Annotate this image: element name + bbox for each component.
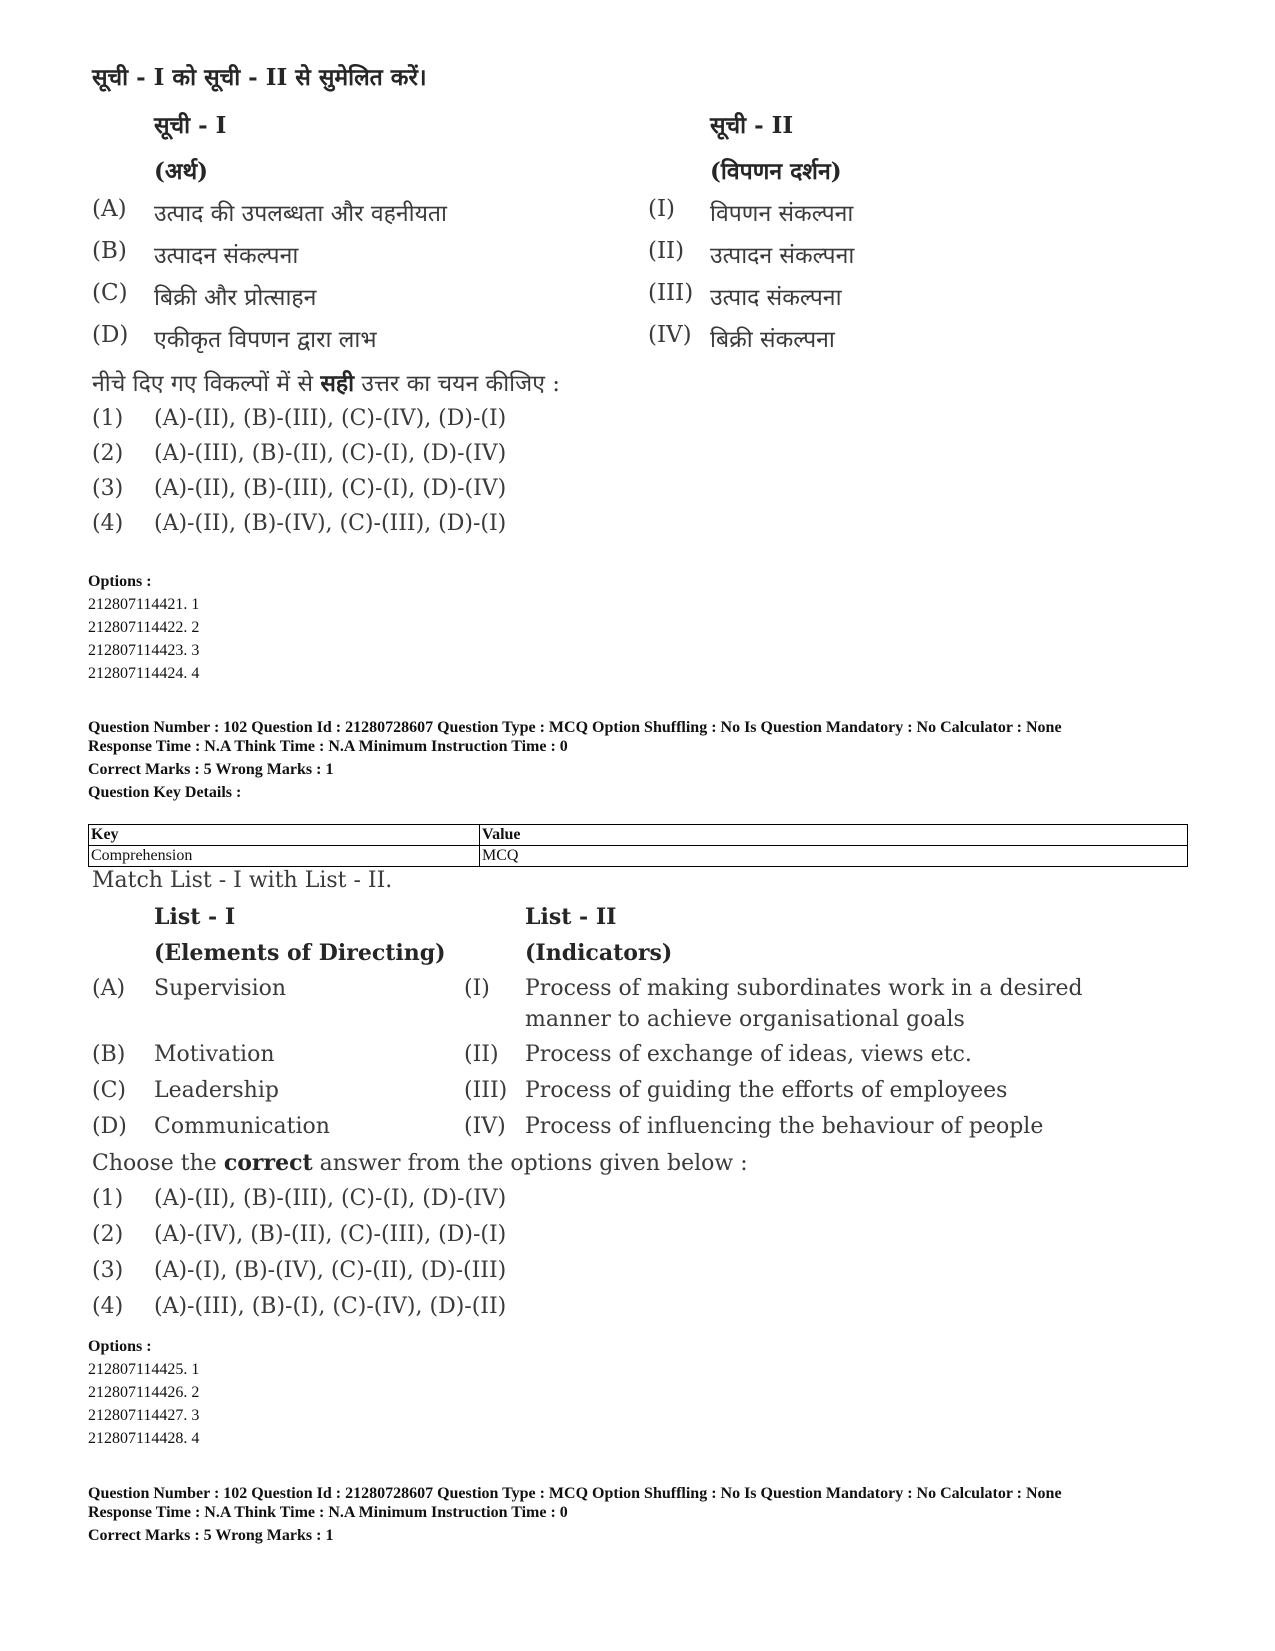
- marks-line: Correct Marks : 5 Wrong Marks : 1: [88, 1527, 334, 1544]
- list-item-text: Process of influencing the behaviour of people: [525, 1114, 1044, 1139]
- table-row: [89, 846, 1188, 867]
- list-item-label: (II): [648, 238, 685, 264]
- list-item-text: उत्पाद संकल्पना: [710, 285, 842, 311]
- marks-line: Correct Marks : 5 Wrong Marks : 1: [88, 761, 334, 778]
- list-item-label: (D): [92, 1114, 127, 1139]
- question-meta-line: Response Time : N.A Think Time : N.A Minimum Instruction Time : 0: [88, 1504, 568, 1521]
- answer-number: (3): [92, 476, 124, 501]
- options-heading: Options :: [88, 1338, 152, 1355]
- answer-number: (3): [92, 1258, 124, 1283]
- list-item-text: बिक्री और प्रोत्साहन: [154, 285, 317, 311]
- list-item-label: (III): [648, 280, 694, 306]
- list-item-text: उत्पादन संकल्पना: [710, 243, 855, 269]
- options-heading: Options :: [88, 573, 152, 590]
- question-meta-line: Response Time : N.A Think Time : N.A Minimum Instruction Time : 0: [88, 738, 568, 755]
- hindi-list2-subtitle: (विपणन दर्शन): [710, 158, 842, 185]
- answer-number: (2): [92, 441, 124, 466]
- list-item-text: उत्पादन संकल्पना: [154, 243, 299, 269]
- option-item: 212807114424. 4: [88, 665, 200, 682]
- list-item-label: (C): [92, 280, 128, 306]
- list-item-label: (A): [92, 976, 126, 1001]
- hindi-list1-subtitle: (अर्थ): [154, 158, 209, 185]
- answer-text: (A)-(III), (B)-(I), (C)-(IV), (D)-(II): [154, 1294, 507, 1319]
- list-item-text: Communication: [154, 1114, 330, 1139]
- english-list2-subtitle: (Indicators): [525, 940, 673, 966]
- list-item-label: (B): [92, 238, 127, 264]
- list-item-label: (C): [92, 1078, 126, 1103]
- list-item-text: विपणन संकल्पना: [710, 201, 854, 227]
- option-item: 212807114428. 4: [88, 1430, 200, 1447]
- answer-number: (2): [92, 1222, 124, 1247]
- table-cell: MCQ: [480, 846, 1188, 867]
- english-instruction: Match List - I with List - II.: [92, 868, 393, 893]
- table-header-cell: Key: [89, 825, 480, 846]
- list-item-text: Process of making subordinates work in a desired: [525, 976, 1083, 1001]
- answer-number: (4): [92, 511, 124, 536]
- list-item-label: (II): [464, 1042, 499, 1067]
- answer-number: (4): [92, 1294, 124, 1319]
- list-item-label: (I): [464, 976, 490, 1001]
- question-key-heading: Question Key Details :: [88, 784, 242, 801]
- hindi-choose-instruction: नीचे दिए गए विकल्पों में से सही उत्तर का चयन कीजिए :: [92, 370, 560, 397]
- list-item-label: (IV): [464, 1114, 506, 1139]
- table-cell: Comprehension: [89, 846, 480, 867]
- list-item-label: (B): [92, 1042, 126, 1067]
- answer-text: (A)-(III), (B)-(II), (C)-(I), (D)-(IV): [154, 441, 507, 466]
- english-choose-instruction: Choose the correct answer from the options given below :: [92, 1150, 748, 1176]
- option-item: 212807114423. 3: [88, 642, 200, 659]
- question-key-table: [88, 824, 1188, 867]
- list-item-label: (III): [464, 1078, 508, 1103]
- list-item-label: (IV): [648, 322, 692, 348]
- english-list1-subtitle: (Elements of Directing): [154, 940, 446, 966]
- table-header-cell: Value: [480, 825, 1188, 846]
- option-item: 212807114426. 2: [88, 1384, 200, 1401]
- list-item-text: Motivation: [154, 1042, 275, 1067]
- list-item-label: (A): [92, 196, 127, 222]
- list-item-text: Process of guiding the efforts of employees: [525, 1078, 1008, 1103]
- list-item-text: Process of exchange of ideas, views etc.: [525, 1042, 972, 1067]
- answer-text: (A)-(IV), (B)-(II), (C)-(III), (D)-(I): [154, 1222, 507, 1247]
- answer-text: (A)-(II), (B)-(IV), (C)-(III), (D)-(I): [154, 511, 507, 536]
- list-item-text: उत्पाद की उपलब्धता और वहनीयता: [154, 201, 447, 227]
- list-item-label: (I): [648, 196, 676, 222]
- hindi-list1-title: सूची - I: [154, 112, 227, 139]
- english-list2-title: List - II: [525, 904, 617, 930]
- english-list1-title: List - I: [154, 904, 236, 930]
- table-row: [89, 825, 1188, 846]
- answer-number: (1): [92, 406, 124, 431]
- answer-text: (A)-(II), (B)-(III), (C)-(I), (D)-(IV): [154, 476, 507, 501]
- list-item-text: Supervision: [154, 976, 287, 1001]
- answer-text: (A)-(II), (B)-(III), (C)-(I), (D)-(IV): [154, 1186, 507, 1211]
- list-item-text-continued: manner to achieve organisational goals: [525, 1007, 965, 1032]
- option-item: 212807114425. 1: [88, 1361, 200, 1378]
- question-meta-line: Question Number : 102 Question Id : 21280728607 Question Type : MCQ Option Shuffling : No Is Question Mandatory : No Calculator : None: [88, 719, 1062, 736]
- list-item-text: बिक्री संकल्पना: [710, 327, 835, 353]
- option-item: 212807114427. 3: [88, 1407, 200, 1424]
- hindi-instruction: सूची - I को सूची - II से सुमेलित करें।: [92, 64, 427, 91]
- answer-number: (1): [92, 1186, 124, 1211]
- option-item: 212807114421. 1: [88, 596, 200, 613]
- answer-text: (A)-(I), (B)-(IV), (C)-(II), (D)-(III): [154, 1258, 507, 1283]
- list-item-text: एकीकृत विपणन द्वारा लाभ: [154, 327, 377, 353]
- list-item-text: Leadership: [154, 1078, 279, 1103]
- answer-text: (A)-(II), (B)-(III), (C)-(IV), (D)-(I): [154, 406, 507, 431]
- hindi-list2-title: सूची - II: [710, 112, 794, 139]
- option-item: 212807114422. 2: [88, 619, 200, 636]
- list-item-label: (D): [92, 322, 129, 348]
- question-meta-line: Question Number : 102 Question Id : 21280728607 Question Type : MCQ Option Shuffling : No Is Question Mandatory : No Calculator : None: [88, 1485, 1062, 1502]
